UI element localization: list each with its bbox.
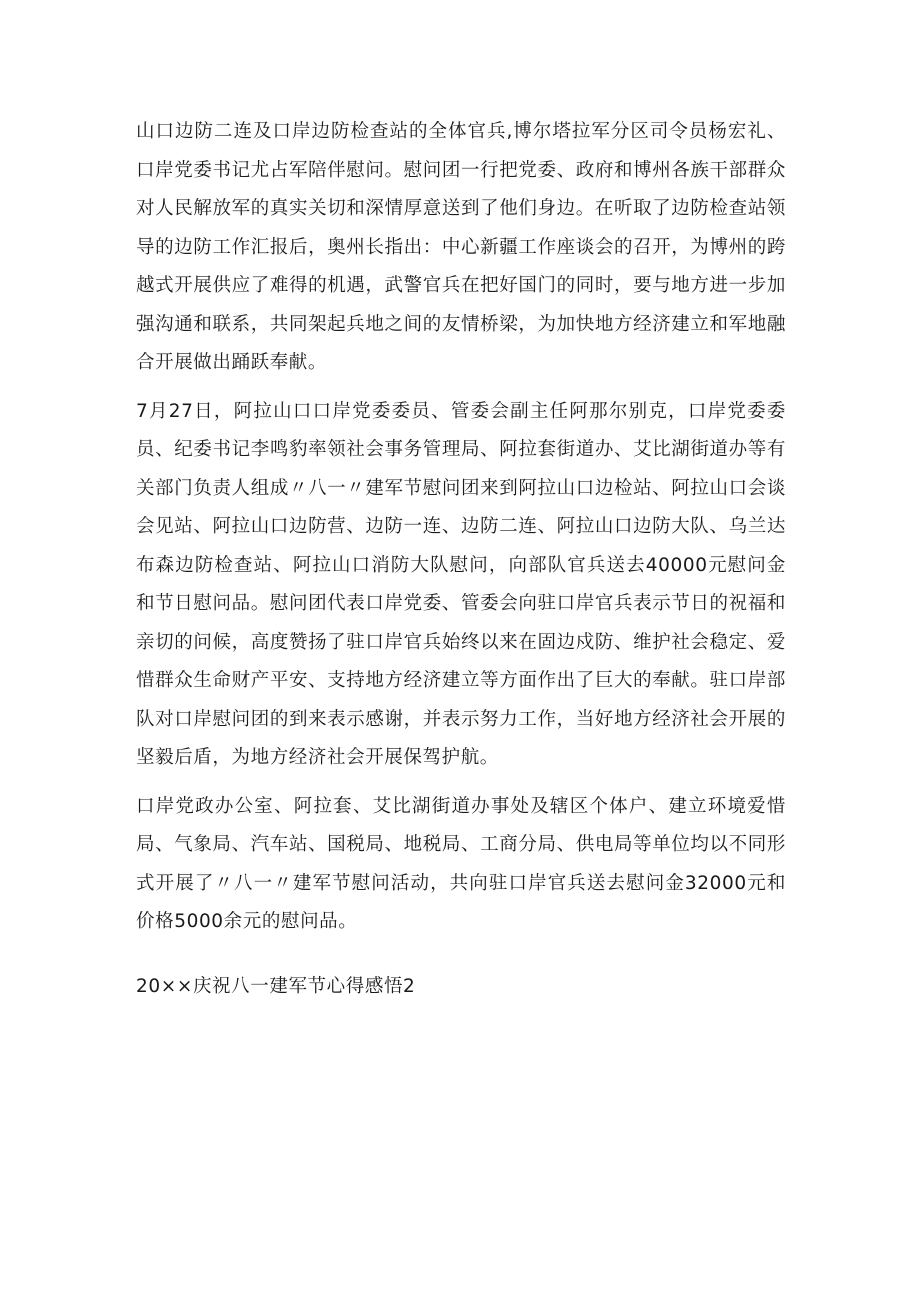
section-heading: 20××庆祝八一建军节心得感悟2: [136, 975, 416, 997]
paragraph-2: 7月27日，阿拉山口口岸党委委员、管委会副主任阿那尔别克，口岸党委委员、纪委书记李鸣豹率领社会事务管理局、阿拉套街道办、艾比湖街道办等有关部门负责人组成〃八一〃建军节慰问团来到阿拉山口边检站、阿拉山口会谈会见站、阿拉山口边防营、边防一连、边防二连、阿拉山口边防大队、乌兰达布森边防检查站、阿拉山口消防大队慰问，向部队官兵送去40000元慰问金和节日慰问品。慰问团代表口岸党委、管委会向驻口岸官兵表示节日的祝福和亲切的问候，高度赞扬了驻口岸官兵始终以来在固边戍防、维护社会稳定、爱惜群众生命财产平安、支持地方经济建立等方面作出了巨大的奉献。驻口岸部队对口岸慰问团的到来表示感谢，并表示努力工作，当好地方经济社会开展的坚毅后盾，为地方经济社会开展保驾护航。: [136, 400, 786, 768]
document-body: [136, 113, 786, 1006]
paragraph-3: 口岸党政办公室、阿拉套、艾比湖街道办事处及辖区个体户、建立环境爱惜局、气象局、汽车站、国税局、地税局、工商分局、供电局等单位均以不同形式开展了〃八一〃建军节慰问活动，共向驻口岸官兵送去慰问金32000元和价格5000余元的慰问品。: [136, 795, 786, 932]
paragraph-1: 山口边防二连及口岸边防检查站的全体官兵,博尔塔拉军分区司令员杨宏礼、口岸党委书记尤占军陪伴慰问。慰问团一行把党委、政府和博州各族干部群众对人民解放军的真实关切和深情厚意送到了他们身边。在听取了边防检查站领导的边防工作汇报后，奥州长指出：中心新疆工作座谈会的召开，为博州的跨越式开展供应了难得的机遇，武警官兵在把好国门的同时，要与地方进一步加强沟通和联系，共同架起兵地之间的友情桥梁，为加快地方经济建立和军地融合开展做出踊跃奉献。: [136, 121, 786, 373]
